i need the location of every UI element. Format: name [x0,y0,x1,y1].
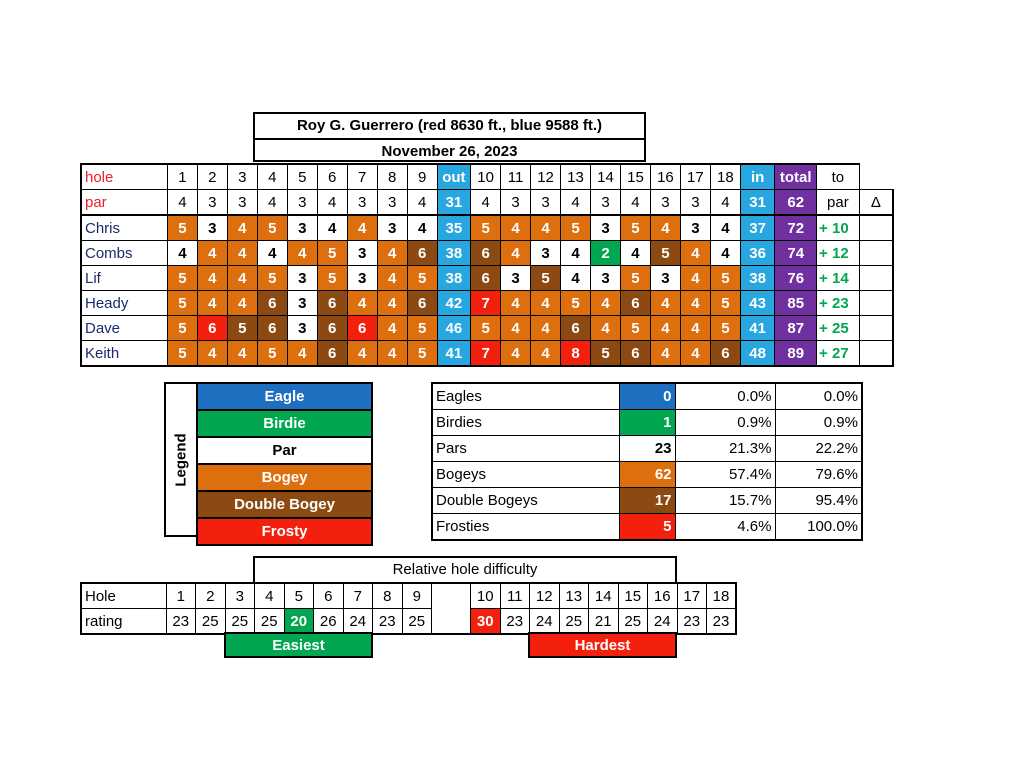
to-par-score: + 14 [817,266,860,291]
hole-score: 4 [501,241,531,266]
in-score: 36 [740,241,775,266]
hole-score: 3 [680,215,710,241]
par-value: 4 [407,190,437,216]
stat-count: 23 [619,436,675,462]
par-value: 3 [287,190,317,216]
hole-number: 14 [591,164,621,190]
legend-item: Frosty [197,518,372,545]
difficulty-hole: 10 [471,583,501,609]
hole-score: 5 [257,341,287,367]
difficulty-hole-label: Hole [81,583,166,609]
hole-number: 8 [377,164,407,190]
hole-score: 6 [257,316,287,341]
hole-score: 3 [287,291,317,316]
difficulty-rating: 24 [648,609,678,635]
stat-count: 5 [619,514,675,541]
stat-count: 17 [619,488,675,514]
hole-score: 6 [197,316,227,341]
hole-score: 4 [407,215,437,241]
stat-percent: 15.7% [675,488,775,514]
difficulty-hole: 7 [343,583,373,609]
hole-score: 4 [197,266,227,291]
hole-score: 4 [650,316,680,341]
hole-score: 6 [407,241,437,266]
difficulty-rating: 26 [314,609,344,635]
difficulty-hole: 3 [225,583,255,609]
hole-score: 3 [501,266,531,291]
hole-score: 5 [591,341,621,367]
hole-score: 5 [620,316,650,341]
stat-cumulative: 0.0% [775,383,862,410]
hole-score: 3 [197,215,227,241]
total-score: 72 [775,215,817,241]
hole-score: 5 [710,266,740,291]
hole-score: 7 [471,341,501,367]
legend-item: Bogey [197,464,372,491]
par-value: 4 [257,190,287,216]
hole-score: 3 [650,266,680,291]
stat-name: Birdies [432,410,619,436]
hole-number: 12 [531,164,561,190]
legend-item: Double Bogey [197,491,372,518]
hole-score: 3 [287,215,317,241]
player-name: Dave [81,316,167,341]
hole-score: 5 [167,316,197,341]
total-label: total [775,164,817,190]
out-score: 42 [437,291,471,316]
total-score: 85 [775,291,817,316]
delta-header: Δ [859,190,893,216]
to-par-score: + 10 [817,215,860,241]
delta-cell [859,341,893,367]
hole-score: 4 [347,291,377,316]
hole-label: hole [81,164,167,190]
difficulty-rating: 25 [225,609,255,635]
difficulty-hole: 4 [255,583,285,609]
stat-count: 0 [619,383,675,410]
hole-score: 4 [650,215,680,241]
hole-score: 3 [377,215,407,241]
hole-score: 5 [561,215,591,241]
player-name: Keith [81,341,167,367]
hole-score: 6 [317,341,347,367]
hole-score: 4 [591,316,621,341]
difficulty-rating: 24 [530,609,560,635]
difficulty-hole: 12 [530,583,560,609]
stat-cumulative: 22.2% [775,436,862,462]
hole-score: 4 [197,291,227,316]
par-label: par [81,190,167,216]
hole-score: 3 [287,266,317,291]
legend-item: Birdie [197,410,372,437]
hole-score: 5 [620,266,650,291]
out-score: 46 [437,316,471,341]
hole-number: 5 [287,164,317,190]
par-value: 3 [591,190,621,216]
to-par-score: + 23 [817,291,860,316]
hole-score: 4 [561,266,591,291]
hole-score: 4 [197,241,227,266]
hole-score: 5 [620,215,650,241]
player-name: Heady [81,291,167,316]
hardest-label: Hardest [528,632,677,658]
player-name: Lif [81,266,167,291]
hole-score: 4 [680,316,710,341]
hole-number-row [81,164,893,190]
in-score: 37 [740,215,775,241]
par-out: 31 [437,190,471,216]
out-score: 41 [437,341,471,367]
hole-number: 13 [561,164,591,190]
stat-name: Eagles [432,383,619,410]
stat-count: 62 [619,462,675,488]
in-score: 43 [740,291,775,316]
difficulty-hole: 9 [402,583,432,609]
hole-score: 2 [591,241,621,266]
difficulty-rating: 25 [402,609,432,635]
header-box [253,112,646,162]
hole-score: 5 [650,241,680,266]
hole-score: 3 [591,266,621,291]
hole-score: 4 [620,241,650,266]
difficulty-rating: 23 [500,609,530,635]
hole-score: 4 [710,215,740,241]
hole-number: 9 [407,164,437,190]
out-score: 35 [437,215,471,241]
difficulty-rating: 25 [196,609,226,635]
hole-score: 4 [501,291,531,316]
round-date: November 26, 2023 [255,138,644,164]
difficulty-gap [432,609,471,635]
out-score: 38 [437,241,471,266]
par-value: 3 [501,190,531,216]
total-score: 74 [775,241,817,266]
total-score: 89 [775,341,817,367]
player-row [81,241,893,266]
hole-score: 4 [257,241,287,266]
hole-score: 4 [167,241,197,266]
blank-cell [859,164,893,190]
hole-score: 6 [257,291,287,316]
hole-score: 4 [710,241,740,266]
to-par-label: to [817,164,860,190]
stat-count: 1 [619,410,675,436]
hole-score: 4 [227,215,257,241]
stat-cumulative: 0.9% [775,410,862,436]
in-score: 48 [740,341,775,367]
to-par-score: + 27 [817,341,860,367]
hole-score: 4 [531,215,561,241]
stats-row [432,514,862,541]
difficulty-hole: 13 [559,583,589,609]
out-label: out [437,164,471,190]
difficulty-hole: 5 [284,583,314,609]
legend-table [196,382,373,546]
difficulty-rating: 25 [255,609,285,635]
par-value: 3 [347,190,377,216]
stat-percent: 4.6% [675,514,775,541]
hole-score: 4 [531,291,561,316]
hole-score: 7 [471,291,501,316]
hole-score: 6 [620,291,650,316]
difficulty-rating-row [81,609,736,635]
legend-row [197,383,372,410]
hole-score: 6 [471,266,501,291]
hole-score: 4 [317,215,347,241]
difficulty-rating: 23 [166,609,196,635]
par-value: 3 [227,190,257,216]
stats-row [432,488,862,514]
legend-row [197,491,372,518]
par-value: 4 [620,190,650,216]
legend-item: Par [197,437,372,464]
legend-row [197,437,372,464]
hole-score: 5 [710,316,740,341]
difficulty-title: Relative hole difficulty [253,556,677,582]
difficulty-gap [432,583,471,609]
par-value: 3 [197,190,227,216]
hole-number: 7 [347,164,377,190]
legend-item: Eagle [197,383,372,410]
hole-score: 4 [377,316,407,341]
difficulty-hole: 11 [500,583,530,609]
hole-number: 15 [620,164,650,190]
stat-percent: 57.4% [675,462,775,488]
hole-score: 5 [167,266,197,291]
hole-score: 4 [227,241,257,266]
out-score: 38 [437,266,471,291]
hole-score: 5 [561,291,591,316]
stat-cumulative: 79.6% [775,462,862,488]
hole-score: 3 [287,316,317,341]
stat-name: Pars [432,436,619,462]
hole-score: 4 [680,341,710,367]
total-score: 76 [775,266,817,291]
hole-score: 4 [197,341,227,367]
hole-score: 6 [620,341,650,367]
par-value: 4 [167,190,197,216]
hole-number: 1 [167,164,197,190]
hole-number: 3 [227,164,257,190]
to-par-score: + 25 [817,316,860,341]
par-value: 3 [650,190,680,216]
stat-name: Double Bogeys [432,488,619,514]
player-row [81,266,893,291]
hole-score: 8 [561,341,591,367]
hole-score: 5 [227,316,257,341]
difficulty-hole: 15 [618,583,648,609]
hole-score: 4 [377,341,407,367]
par-value: 4 [710,190,740,216]
easiest-label: Easiest [224,632,373,658]
legend-title: Legend [172,432,190,487]
difficulty-hole-row [81,583,736,609]
delta-cell [859,266,893,291]
hole-score: 3 [591,215,621,241]
legend-row [197,518,372,545]
hole-score: 5 [317,266,347,291]
par-value: 3 [531,190,561,216]
difficulty-hole: 1 [166,583,196,609]
hole-number: 10 [471,164,501,190]
hole-score: 5 [407,266,437,291]
hole-score: 5 [710,291,740,316]
hole-score: 5 [407,316,437,341]
hole-score: 3 [531,241,561,266]
hole-score: 4 [650,341,680,367]
hole-score: 4 [680,266,710,291]
hole-score: 6 [347,316,377,341]
hole-score: 6 [317,316,347,341]
hole-score: 4 [650,291,680,316]
hole-score: 4 [501,316,531,341]
legend-row [197,410,372,437]
hole-score: 4 [227,341,257,367]
delta-cell [859,291,893,316]
par-value: 4 [317,190,347,216]
difficulty-rating-label: rating [81,609,166,635]
hole-score: 4 [227,291,257,316]
hole-score: 5 [167,215,197,241]
difficulty-hole: 6 [314,583,344,609]
hole-number: 6 [317,164,347,190]
stats-row [432,383,862,410]
player-row [81,341,893,367]
difficulty-rating: 30 [471,609,501,635]
hole-score: 6 [317,291,347,316]
difficulty-hole: 14 [589,583,619,609]
player-name: Combs [81,241,167,266]
difficulty-rating: 24 [343,609,373,635]
stat-percent: 0.9% [675,410,775,436]
total-score: 87 [775,316,817,341]
hole-score: 3 [347,266,377,291]
hole-score: 5 [167,341,197,367]
difficulty-rating: 25 [618,609,648,635]
hole-score: 4 [561,241,591,266]
hole-score: 6 [471,241,501,266]
difficulty-hole: 8 [373,583,403,609]
hole-number: 11 [501,164,531,190]
hole-score: 3 [347,241,377,266]
hole-score: 6 [561,316,591,341]
hole-number: 17 [680,164,710,190]
hole-score: 4 [591,291,621,316]
hole-score: 4 [287,241,317,266]
stat-name: Bogeys [432,462,619,488]
hole-score: 4 [347,215,377,241]
stat-name: Frosties [432,514,619,541]
hole-score: 5 [317,241,347,266]
stats-row [432,410,862,436]
par-value: 4 [471,190,501,216]
hole-score: 5 [257,215,287,241]
difficulty-rating: 21 [589,609,619,635]
in-score: 38 [740,266,775,291]
hole-score: 4 [227,266,257,291]
hole-number: 16 [650,164,680,190]
par-value: 4 [561,190,591,216]
hole-score: 5 [167,291,197,316]
par-total: 62 [775,190,817,216]
delta-cell [859,215,893,241]
difficulty-hole: 2 [196,583,226,609]
hole-number: 4 [257,164,287,190]
scorecard-table [80,163,894,367]
hole-score: 5 [531,266,561,291]
in-score: 41 [740,316,775,341]
difficulty-rating: 23 [707,609,737,635]
hole-score: 4 [531,341,561,367]
hole-score: 5 [471,316,501,341]
delta-cell [859,316,893,341]
hole-score: 5 [407,341,437,367]
difficulty-table [80,582,737,635]
par-value: 3 [377,190,407,216]
par-row [81,190,893,216]
stats-row [432,436,862,462]
delta-cell [859,241,893,266]
hole-score: 4 [680,291,710,316]
stats-row [432,462,862,488]
hole-score: 6 [710,341,740,367]
hole-score: 5 [471,215,501,241]
difficulty-hole: 16 [648,583,678,609]
difficulty-rating: 25 [559,609,589,635]
hole-score: 5 [257,266,287,291]
hole-score: 4 [531,316,561,341]
legend-title-box [164,382,196,537]
hole-score: 4 [680,241,710,266]
difficulty-hole: 17 [677,583,707,609]
in-label: in [740,164,775,190]
hole-number: 18 [710,164,740,190]
player-row [81,316,893,341]
hole-score: 6 [407,291,437,316]
difficulty-rating: 20 [284,609,314,635]
course-title: Roy G. Guerrero (red 8630 ft., blue 9588 ft.) [296,117,603,134]
stat-cumulative: 100.0% [775,514,862,541]
hole-score: 4 [501,215,531,241]
stat-percent: 0.0% [675,383,775,410]
hole-score: 4 [287,341,317,367]
to-par-label: par [817,190,860,216]
hole-score: 4 [377,291,407,316]
to-par-score: + 12 [817,241,860,266]
hole-number: 2 [197,164,227,190]
score-distribution-table [431,382,863,541]
stat-percent: 21.3% [675,436,775,462]
hole-score: 4 [501,341,531,367]
player-row [81,215,893,241]
par-in: 31 [740,190,775,216]
hole-score: 4 [377,241,407,266]
hole-score: 4 [377,266,407,291]
hole-score: 4 [347,341,377,367]
difficulty-rating: 23 [677,609,707,635]
par-value: 3 [680,190,710,216]
stat-cumulative: 95.4% [775,488,862,514]
difficulty-hole: 18 [707,583,737,609]
legend-row [197,464,372,491]
player-row [81,291,893,316]
difficulty-rating: 23 [373,609,403,635]
player-name: Chris [81,215,167,241]
